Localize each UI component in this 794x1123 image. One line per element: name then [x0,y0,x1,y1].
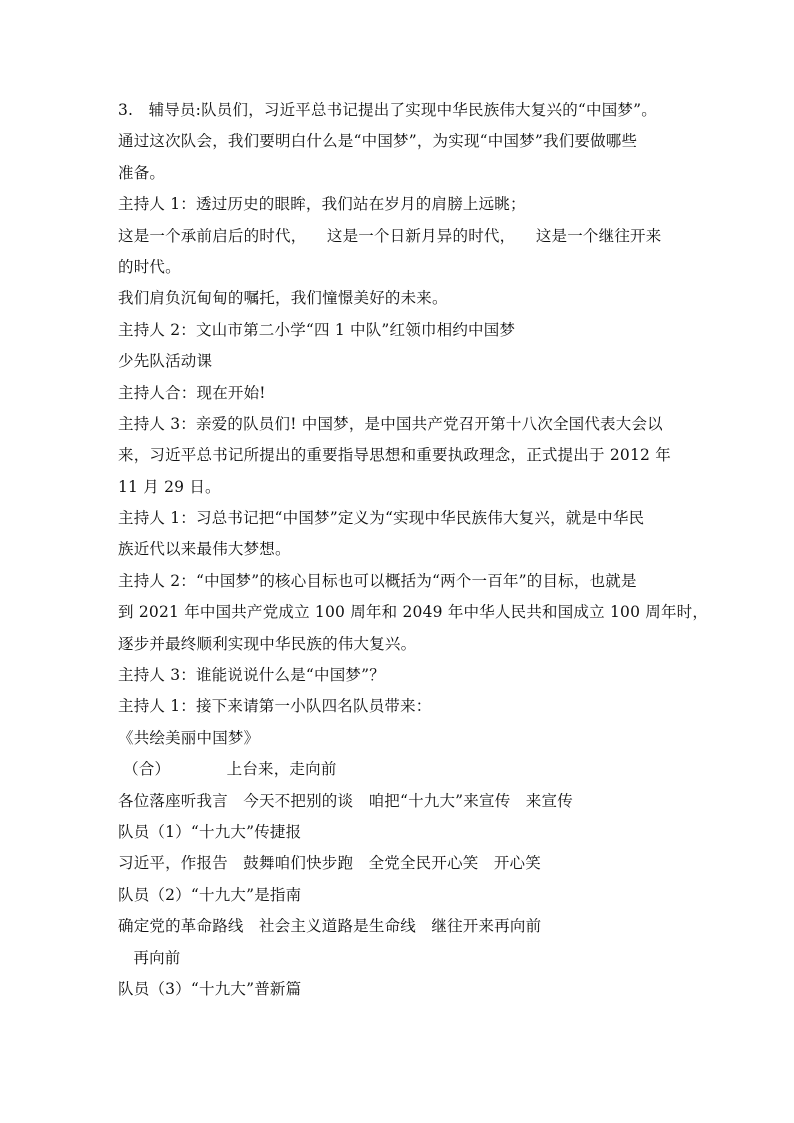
text-line: 队员（1）“十九大”传捷报 [118,822,302,841]
text-line: 主持人 2：“中国梦”的核心目标也可以概括为“两个一百年”的目标，也就是 [118,571,637,590]
text-line: 主持人 1：习总书记把“中国梦”定义为“实现中华民族伟大复兴，就是中华民 [118,509,645,528]
text-line: 主持人 3：亲爱的队员们! 中国梦，是中国共产党召开第十八次全国代表大会以 [118,414,663,433]
text-line: 11 月 29 日。 [118,477,221,496]
text-line: 《共绘美丽中国梦》 [118,728,260,747]
text-line: 队员（2）“十九大”是指南 [118,885,302,904]
text-line: 少先队活动课 [118,352,213,371]
text-line: 主持人合：现在开始! [118,383,266,402]
text-line: 我们肩负沉甸甸的嘱托，我们憧憬美好的未来。 [118,289,448,308]
text-line: 逐步并最终顺利实现中华民族的伟大复兴。 [118,634,417,653]
text-line: 主持人 1：接下来请第一小队四名队员带来： [118,697,432,716]
text-line: 主持人 2：文山市第二小学“四 1 中队”红领巾相约中国梦 [118,320,516,339]
text-line: 这是一个承前启后的时代， 这是一个日新月异的时代， 这是一个继往开来 [118,226,662,245]
text-line: 通过这次队会，我们要明白什么是“中国梦”，为实现“中国梦”我们要做哪些 [118,132,638,151]
text-line: 主持人 1：透过历史的眼眸，我们站在岁月的肩膀上远眺； [118,195,526,214]
document-body [118,95,709,1005]
text-line: 族近代以来最伟大梦想。 [118,540,291,559]
text-line: 准备。 [118,163,166,182]
text-line: 各位落座听我言 今天不把别的谈 咱把“十九大”来宣传 来宣传 [118,791,573,810]
text-line: 习近平，作报告 鼓舞咱们快步跑 全党全民开心笑 开心笑 [118,854,541,873]
text-line: 确定党的革命路线 社会主义道路是生命线 继往开来再向前 [118,917,542,936]
text-line: 队员（3）“十九大”普新篇 [118,979,302,998]
text-line: 主持人 3：谁能说说什么是“中国梦”？ [118,666,385,685]
text-line: 的时代。 [118,257,181,276]
text-line: （合） 上台来，走向前 [118,760,337,779]
text-line: 再向前 [118,948,181,967]
text-line: 3. 辅导员:队员们，习近平总书记提出了实现中华民族伟大复兴的“中国梦”。 [118,101,657,119]
text-line: 来，习近平总书记所提出的重要指导思想和重要执政理念，正式提出于 2012 年 [118,446,671,465]
text-line: 到 2021 年中国共产党成立 100 周年和 2049 年中华人民共和国成立 100 周年时， [118,603,709,622]
